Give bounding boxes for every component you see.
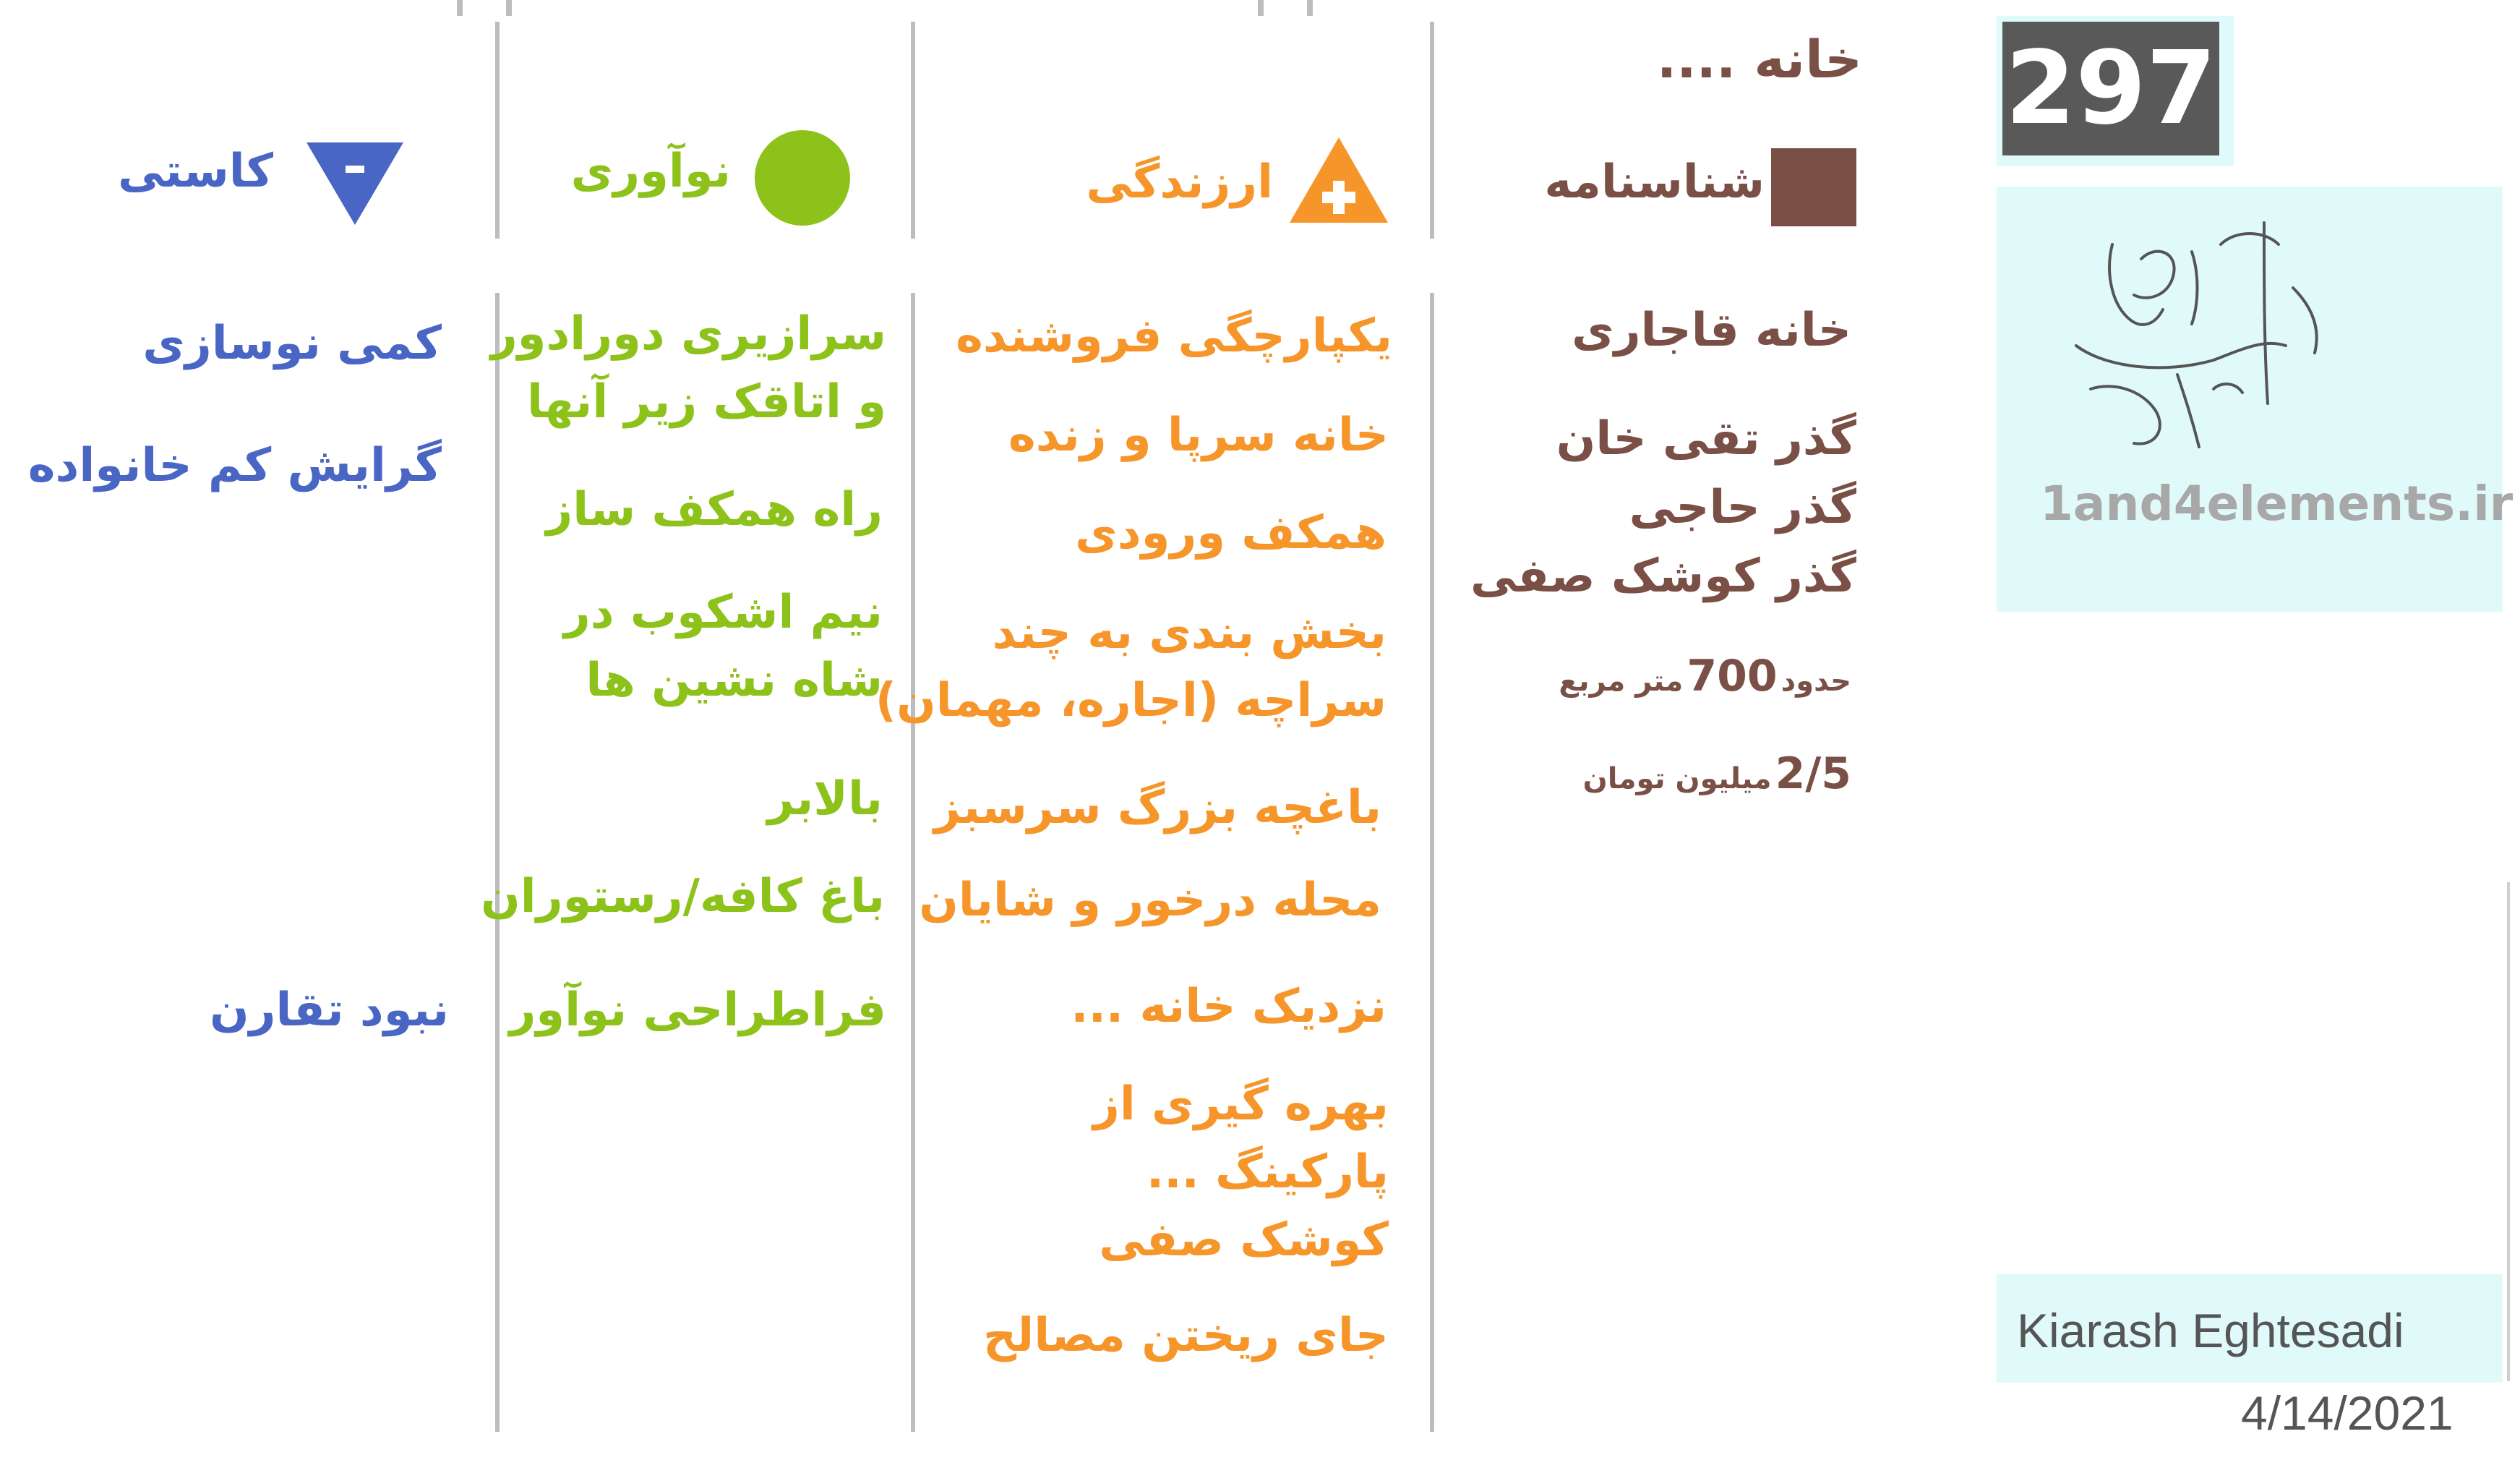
value-item: یکپارچگی فروشنده — [956, 309, 1392, 363]
value-item: همکف ورودی — [1075, 506, 1387, 560]
top-tick — [506, 0, 512, 16]
value-item: جای ریختن مصالح — [983, 1309, 1389, 1362]
top-tick — [1307, 0, 1313, 16]
house-title: خانه .... — [1656, 29, 1862, 90]
brown-square-icon — [1771, 148, 1856, 226]
area-value: 700 — [1687, 651, 1778, 701]
value-item: محله درخور و شایان — [919, 874, 1381, 927]
identity-header: شناسنامه — [1544, 155, 1765, 209]
author-panel — [1997, 1274, 2503, 1383]
page-number-badge: 297 — [2002, 22, 2219, 155]
plus-triangle-icon — [1288, 136, 1389, 224]
deficiency-header: کاستی — [117, 145, 273, 198]
divider — [1430, 293, 1434, 1432]
identity-item: گذر کوشک صفی — [1470, 550, 1856, 603]
innovation-header: نوآوری — [570, 145, 731, 198]
divider — [911, 293, 915, 1432]
value-item: باغچه بزرگ سرسبز — [933, 781, 1381, 834]
price-unit: میلیون تومان — [1582, 762, 1772, 795]
deficiency-item: نبود تقارن — [210, 983, 449, 1037]
innovation-item: فراطراحی نوآور — [509, 983, 886, 1037]
divider — [911, 22, 915, 239]
deficiency-item: گرایش کم خانواده — [27, 439, 442, 492]
value-header: ارزندگی — [1086, 155, 1273, 209]
top-tick — [457, 0, 463, 16]
innovation-item: باغ کافه/رستوران — [481, 870, 885, 923]
value-item: بهره گیری از پارکینگ ... کوشک صفی — [1092, 1077, 1389, 1267]
green-circle-icon — [752, 127, 853, 229]
author-date: 4/14/2021 — [2241, 1386, 2453, 1440]
logo-panel — [1997, 187, 2513, 612]
price-line — [1583, 748, 1851, 799]
top-tick — [1258, 0, 1264, 16]
area-prefix: حدود — [1780, 665, 1851, 698]
area-line — [1559, 651, 1851, 701]
identity-item: گذر تقی خان — [1556, 412, 1856, 466]
minus-triangle-icon — [305, 141, 405, 226]
innovation-item: سرازیری دورادور و اتاقک زیر آنها — [490, 307, 886, 429]
badge-frame — [1997, 16, 2234, 166]
edge-line — [2507, 882, 2510, 1381]
identity-item: خانه قاجاری — [1572, 304, 1851, 357]
identity-item: گذر حاجی — [1629, 481, 1856, 534]
value-item: بخش بندی به چند سراچه (اجاره، مهمان) — [875, 606, 1387, 727]
value-item: خانه سرپا و زنده — [1008, 409, 1389, 462]
innovation-item: بالابر — [767, 772, 883, 826]
deficiency-item: کمی نوسازی — [142, 317, 442, 370]
divider — [1430, 22, 1434, 239]
author-name: Kiarash Eghtesadi — [2017, 1304, 2404, 1357]
price-value: 2/5 — [1775, 748, 1851, 799]
divider — [495, 22, 500, 239]
innovation-item: راه همکف ساز — [546, 483, 883, 537]
calligraphy-logo — [2047, 201, 2351, 469]
innovation-item: نیم اشکوب در شاه نشین ها — [563, 586, 883, 707]
logo-url: 1and4elements.ir — [2040, 476, 2513, 532]
logo-calligraphy-text: آچار عنصرا — [2047, 201, 2051, 202]
value-item: نزدیک خانه ... — [1071, 980, 1387, 1033]
area-unit: متر مربع — [1559, 665, 1684, 698]
